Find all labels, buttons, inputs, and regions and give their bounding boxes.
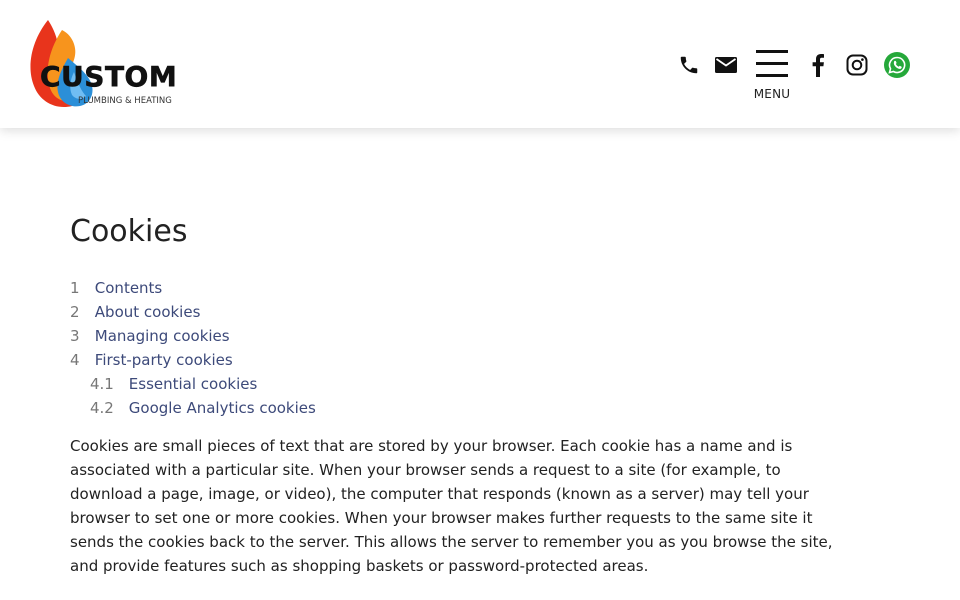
instagram-icon[interactable] — [846, 54, 868, 80]
toc-item-number: 4.1 — [90, 375, 114, 393]
toc-item-number: 4 — [70, 351, 80, 369]
main-content — [70, 210, 840, 578]
toc-item — [70, 276, 840, 300]
menu-label: MENU — [753, 87, 791, 101]
menu-button[interactable] — [748, 50, 796, 104]
toc-item-number: 2 — [70, 303, 80, 321]
menu-icon — [756, 50, 788, 78]
toc-link-managing-cookies[interactable]: Managing cookies — [94, 327, 230, 345]
toc-item — [70, 300, 840, 324]
mail-icon[interactable] — [714, 54, 738, 80]
phone-icon[interactable] — [678, 54, 700, 80]
toc-subitem — [70, 372, 840, 396]
toc-link-about-cookies[interactable]: About cookies — [94, 303, 201, 321]
logo-wordmark: CUSTOM — [40, 60, 178, 93]
table-of-contents — [70, 276, 840, 420]
toc-item — [70, 348, 840, 372]
toc-link-first-party-cookies[interactable]: First-party cookies — [94, 351, 233, 369]
toc-link-essential-cookies[interactable]: Essential cookies — [128, 375, 258, 393]
toc-link-contents[interactable]: Contents — [94, 279, 163, 297]
intro-paragraph: Cookies are small pieces of text that are stored by your browser. Each cookie has a name and is associated with a particular site. When your browser sends a request to a site (for example, to download a page, image, or video), the computer that responds (known as a server) may tell your browser to set one or more cookies. When your browser makes further requests to the same site it sends the cookies back to the server. This allows the server to remember you as you browse the site, and provide features such as shopping baskets or password-protected areas. — [70, 437, 833, 575]
toc-item — [70, 324, 840, 348]
site-header — [0, 0, 960, 128]
site-logo[interactable] — [28, 18, 184, 112]
logo-tagline: PLUMBING & HEATING — [78, 96, 172, 106]
toc-subitem — [70, 396, 840, 420]
toc-item-number: 1 — [70, 279, 80, 297]
facebook-icon[interactable] — [808, 53, 828, 81]
toc-link-google-analytics-cookies[interactable]: Google Analytics cookies — [128, 399, 316, 417]
whatsapp-icon[interactable] — [884, 52, 910, 82]
toc-item-number: 3 — [70, 327, 80, 345]
toc-item-number: 4.2 — [90, 399, 114, 417]
page-title: Cookies — [70, 214, 188, 249]
